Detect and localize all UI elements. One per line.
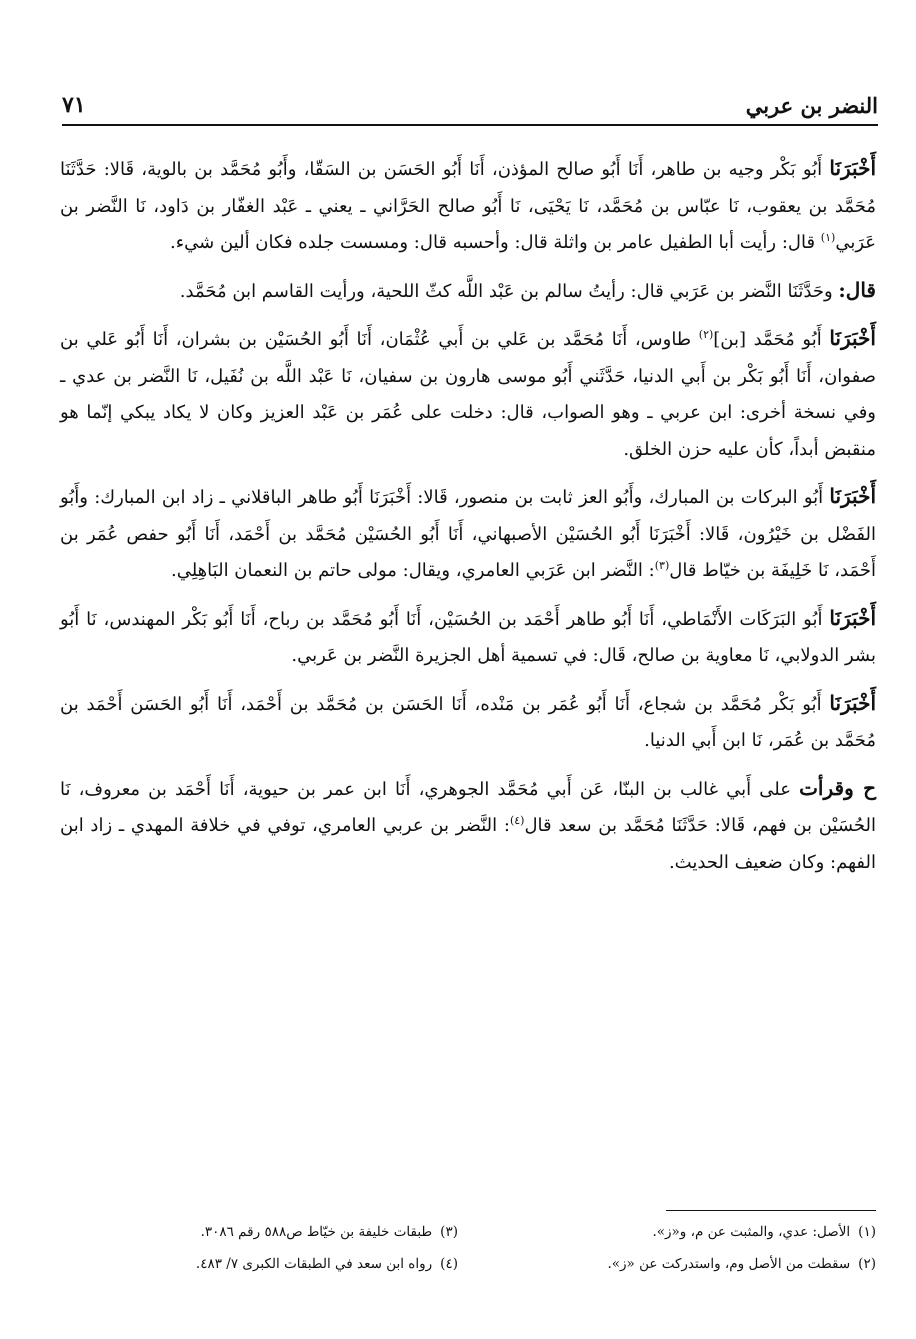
paragraph-lead: أَخْبَرَنَا [829, 605, 876, 630]
footnote-4 [60, 1251, 458, 1277]
paragraph-7 [60, 770, 876, 882]
paragraph-lead: قال: [838, 277, 876, 302]
paragraph-text: أَبُو مُحَمَّد [بن] [713, 329, 830, 350]
paragraph-text: قال: رأيت أبا الطفيل عامر بن واثلة قال: وأحسبه قال: ومسست جلده فكان ألين شيء. [169, 232, 821, 253]
footnote-3 [60, 1219, 458, 1245]
running-header [62, 84, 878, 126]
footnote-1 [478, 1219, 876, 1245]
paragraph-text: أَبُو البَرَكَات الأَنْمَاطي، أَنَا أَبُو طاهر أَحْمَد بن الحُسَيْن، أَنَا أَبُو مُحَمَّد بن رباح، أَنَا أَبُو بَكْر المهندس، نَا أَبُو بشر الدولابي، نَا معاوية بن صالح، قَال: في تسمية أهل الجزيرة النَّضر بن عَربي. [60, 608, 876, 666]
paragraph-2 [60, 272, 876, 311]
paragraph-lead: أَخْبَرَنَا [829, 484, 876, 508]
footnote-text: طبقات خليفة بن خيّاط ص٥٨٨ رقم ٣٠٨٦. [200, 1224, 433, 1240]
paragraph-text: أَبُو بَكْر وجيه بن طاهر، أَنَا أَبُو صالح المؤذن، أَنَا أَبُو الحَسَن بن السَقّا، وأَبُو مُحَمَّد بن بالوية، قَالا: حَدَّثَنَا مُحَمَّد بن يعقوب، نَا عبّاس بن مُحَمَّد، نَا يَحْيَى، نَا أَبُو صالح الحَرَّاني ـ يعني ـ عَبْد الغفّار بن دَاود، نَا النَّضر بن عَرَبي [60, 159, 876, 253]
paragraph-text: طاوس، أَنَا مُحَمَّد بن عَلي بن أَبي عُثْمَان، أَنَا أَبُو الحُسَيْن بن بشران، أَنَا أَبُو عَلي بن صفوان، أَنَا أَبُو بَكْر بن أَبي الدنيا، حَدَّثَني أَبُو موسى هارون بن سفيان، نَا عَبْد اللَّه بن نُفَيل، نَا النَّضر بن عدي ـ وفي نسخة أخرى: ابن عربي ـ وهو الصواب، قال: دخلت على عُمَر بن عَبْد العزيز وكان لا يكاد يبكي إنّما هو منقبض أبداً، كأن عليه حزن الخلق. [60, 329, 877, 460]
paragraph-lead: أَخْبَرَنَا [829, 326, 876, 350]
footnote-ref[interactable]: (٣) [654, 559, 670, 572]
paragraph-text: : النَّضر ابن عَرَبي العامري، ويقال: مولى حاتم بن النعمان البَاهِلِي. [171, 560, 655, 581]
paragraph-6 [60, 685, 876, 760]
paragraph-text: وحَدَّثَنَا النَّضر بن عَرَبي قال: رأيتُ سالم بن عَبْد اللَّه كثّ اللحية، ورأيت القاسم ابن مُحَمَّد. [179, 280, 839, 302]
footnote-mark: (٣) [440, 1224, 458, 1240]
paragraph-5 [60, 600, 876, 675]
footnote-ref[interactable]: (٢) [698, 328, 714, 341]
running-title: النضر بن عربي [745, 93, 878, 118]
paragraph-4 [60, 478, 876, 590]
footnote-text: رواه ابن سعد في الطبقات الكبرى ٧/ ٤٨٣. [195, 1256, 433, 1272]
footnote-ref[interactable]: (١) [820, 231, 836, 244]
footnote-ref[interactable]: (٤) [509, 814, 525, 827]
page-number: ٧١ [62, 92, 86, 118]
footnotes-list [60, 1219, 876, 1277]
footnote-mark: (١) [858, 1224, 876, 1240]
footnote-2 [478, 1251, 876, 1277]
footnote-text: سقطت من الأصل وم، واستدركت عن «ز». [607, 1256, 851, 1272]
main-text [60, 150, 876, 891]
footnote-mark: (٤) [440, 1256, 458, 1272]
paragraph-text: على أَبي غالب بن البنّا، عَن أَبي مُحَمَّد الجوهري، أَنَا ابن عمر بن حيوية، أَنَا أَحْمَد بن معروف، نَا الحُسَيْن بن فهم، قَالا: حَدَّثَنَا مُحَمَّد بن سعد قال [60, 778, 876, 836]
paragraph-lead: أَخْبَرَنَا [829, 690, 876, 715]
paragraph-lead: ح وقرأت [799, 775, 877, 800]
paragraph-3 [60, 320, 876, 468]
paragraph-lead: أَخْبَرَنَا [829, 156, 876, 180]
footnote-mark: (٢) [858, 1256, 876, 1272]
footnote-text: الأصل: عدي، والمثبت عن م، و«ز». [652, 1224, 851, 1240]
paragraph-1 [60, 150, 876, 262]
paragraph-text: أَبُو بَكْر مُحَمَّد بن شجاع، أَنَا أَبُو عُمَر بن مَنْده، أَنَا الحَسَن بن مُحَمَّد بن أَحْمَد، أَنَا أَبُو الحَسَن أَحْمَد بن مُحَمَّد بن عُمَر، نَا ابن أَبي الدنيا. [60, 693, 876, 751]
footnote-divider [666, 1210, 876, 1211]
paragraph-text: : النَّضر بن عربي العامري، توفي في خلافة المهدي ـ زاد ابن الفهم: وكان ضعيف الحديث. [60, 815, 876, 873]
paragraph-text: أَبُو البركات بن المبارك، وأَبُو العز ثابت بن منصور، قَالا: أَخْبَرَنَا أَبُو طاهر الباقلاني ـ زاد ابن المبارك: وأَبُو الفَضْل بن خَيْرُون، قَالا: أَخْبَرَنَا أَبُو الحُسَيْن الأصبهاني، أَنَا أَبُو الحُسَيْن مُحَمَّد بن أَحْمَد، أَنَا أَبُو حفص عُمَر بن أَحْمَد، نَا خَلِيفَة بن خيّاط قال [60, 487, 876, 581]
footnotes-section [60, 1210, 876, 1277]
